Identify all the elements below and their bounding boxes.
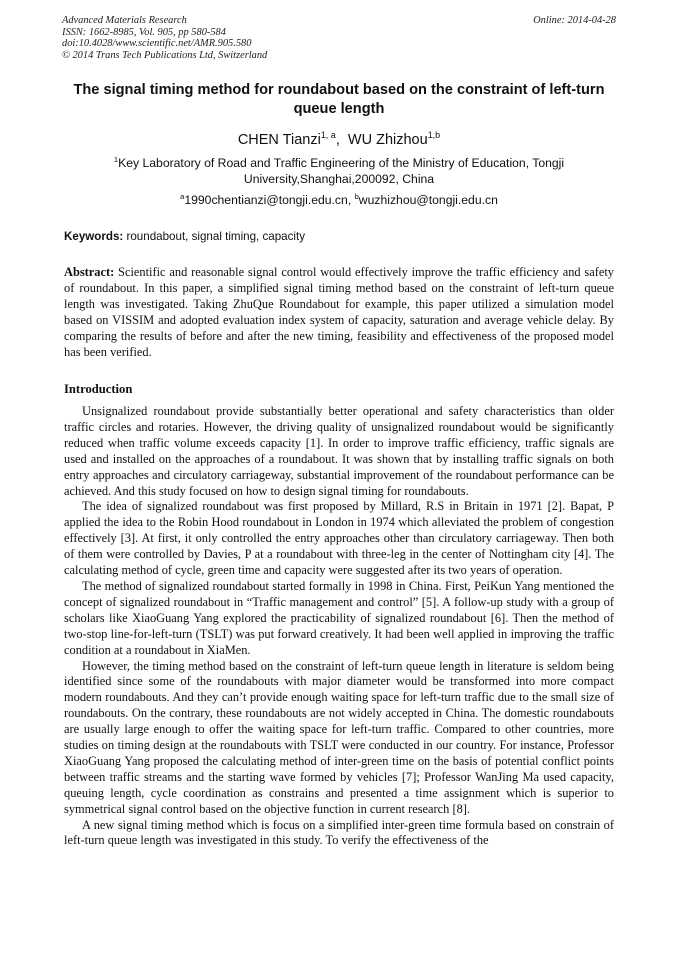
copyright-line: © 2014 Trans Tech Publications Ltd, Switzerland [62,49,268,61]
affiliation-text: Key Laboratory of Road and Traffic Engineering of the Ministry of Education, Tongji University,Shanghai,200092, China [118,156,565,186]
issn-line: ISSN: 1662-8985, Vol. 905, pp 580-584 [62,26,226,38]
email-address: wuzhizhou@tongji.edu.cn [358,193,498,207]
introduction-body [64,404,614,849]
author-superscript: 1,b [427,130,441,141]
email-separator: , [347,193,355,207]
abstract-text: Scientific and reasonable signal control would effectively improve the traffic efficiency and safety of roundabout. In this paper, a simplified signal timing method based on the constraint of left-turn queue length was investigated. Taking ZhuQue Roundabout for example, this paper utilized a simulation model based on VISSIM and adopted evaluation index system of capacity, saturation and average vehicle delay. By comparing the results of before and after the new timing, feasibility and effectiveness of the proposed model has been verified. [64,265,614,359]
affiliation-marker: 1 [113,154,119,164]
author-line [0,131,678,149]
paragraph: The method of signalized roundabout started formally in 1998 in China. First, PeiKun Yang mentioned the concept of signalized roundabout in “Traffic management and control” [5]. A follow-up study with a group of scholars like XiaoGuang Yang explored the practicability of signalized roundabout [6]. Then the method of two-stop line-for-left-turn (TSLT) was put forward creatively. It had been well applied in improving the traffic condition at a roundabout in XiaMen. [64,578,614,657]
paragraph: However, the timing method based on the constraint of left-turn queue length in literature is seldom being identified since some of the roundabouts with major diameter would be transformed into more compact modern roundabouts. And they can’t provide enough waiting space for left-turn traffic due to the small size of roundabouts. On the contrary, these roundabouts are not widely accepted in China. The domestic roundabouts are usually large enough to offer the waiting space for left-turn traffic. Compared to other countries, more studies on timing design at the roundabouts with TSLT were conducted in our country. For instance, Professor XiaoGuang Yang proposed the calculating method of inter-green time on the basis of potential conflict points between traffic streams and the starting wave formed by vehicles [7]; Professor WanJing Ma used capacity, queuing length, cycle coordination as constrains and presented a time assignment which is superior to symmetrical signal control based on the objective function in current research [8]. [64,658,614,816]
journal-header [62,15,616,61]
abstract-label: Abstract: [64,265,115,279]
email-line [0,192,678,208]
author-superscript: 1, a [320,130,336,141]
email-address: 1990chentianzi@tongji.edu.cn [184,193,348,207]
paper-title: The signal timing method for roundabout based on the constraint of left-turn queue length [73,82,605,117]
keywords [64,229,616,244]
abstract [64,265,614,360]
keywords-text: roundabout, signal timing, capacity [123,230,306,243]
paragraph: A new signal timing method which is focus on a simplified inter-green time formula based on constrain of left-turn queue length was investigated in this study. To verify the effectiveness of the [64,817,614,848]
doi-line: doi:10.4028/www.scientific.net/AMR.905.580 [62,38,252,50]
affiliation [100,155,578,187]
journal-name: Advanced Materials Research [62,15,187,26]
author-separator: , [335,132,348,148]
author-name: CHEN Tianzi [237,132,321,148]
email-marker: a [180,191,185,201]
author-name: WU Zhizhou [347,132,428,148]
paragraph: Unsignalized roundabout provide substantially better operational and safety characteristics than older traffic circles and rotaries. However, the driving quality of unsignalized roundabout would be significantly reduced when traffic volume exceeds capacity [1]. In order to improve traffic efficiency, traffic signals are used and installed on the approaches of a roundabout. It was shown that by installing traffic signals on both entry approaches and circulatory carriageway, substantial improvement of the roundabout performance can be achieved. And this study focused on how to design signal timing for roundabouts. [64,404,614,498]
email-marker: b [354,191,359,201]
section-heading: Introduction [64,382,133,396]
paragraph: The idea of signalized roundabout was first proposed by Millard, R.S in Britain in 1971 [2]. Bapat, P applied the idea to the Robin Hood roundabout in London in 1974 which alleviated the problem of congestion effectively [3]. At first, it only controlled the entry approaches other than circulatory carriageway. Then both of them were controlled by Davies, P at a roundabout with three-leg in the center of Nottingham city [4]. The calculating method of cycle, green time and capacity were suggested after its two years of operation. [64,499,614,578]
keywords-label: Keywords: [64,230,124,243]
online-date: Online: 2014-04-28 [533,15,616,26]
